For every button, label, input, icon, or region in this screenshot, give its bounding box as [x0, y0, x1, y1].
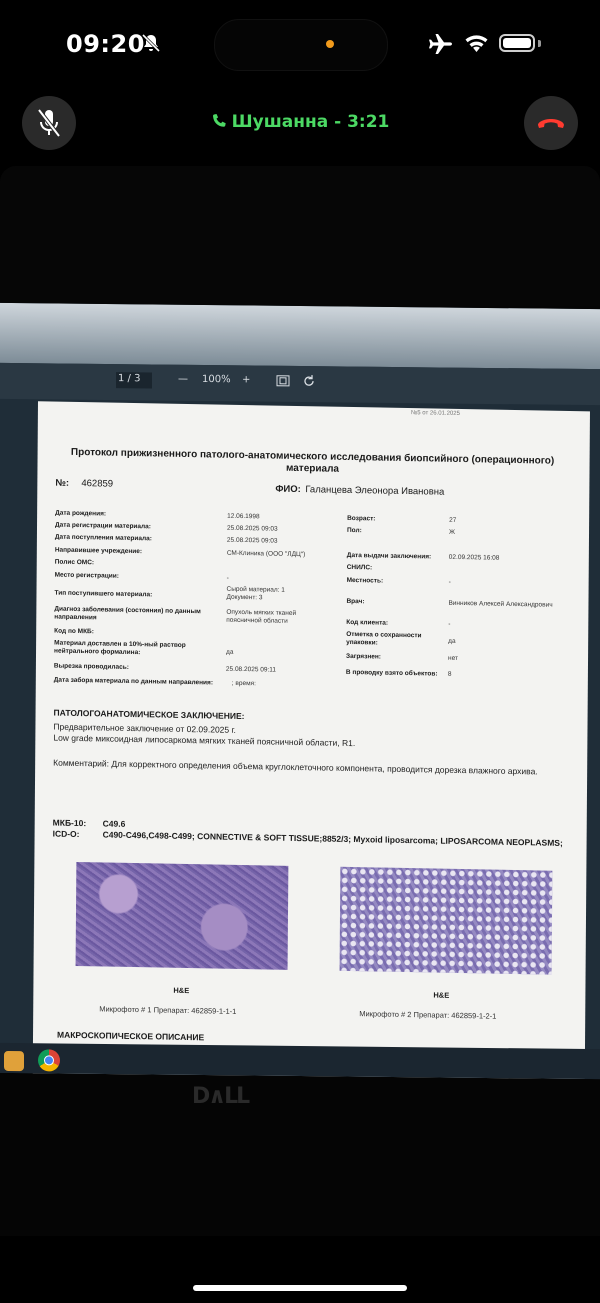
- end-call-button[interactable]: [524, 96, 578, 150]
- battery-icon: [499, 34, 535, 52]
- fio-label: ФИО:: [275, 483, 301, 496]
- video-feed: [0, 166, 600, 1236]
- field-label: СНИЛС:: [346, 563, 373, 572]
- field-value: 25.08.2025 09:03: [226, 536, 278, 545]
- field-label: Возраст:: [347, 514, 376, 523]
- field-label: Пол:: [346, 526, 362, 535]
- microphoto-caption-1: Микрофото # 1 Препарат: 462859-1-1-1: [99, 1004, 237, 1016]
- stain-label-1: H&E: [173, 985, 190, 996]
- field-value: Винников Алексей Александрович: [448, 599, 553, 609]
- bell-slash-icon: [140, 32, 162, 54]
- zoom-level[interactable]: 100%: [202, 373, 231, 386]
- field-label: Полис ОМС:: [54, 558, 95, 567]
- code-labels: [53, 818, 87, 841]
- document-title: Протокол прижизненного патолого-анатомического исследования биопсийного (операционного) материала: [70, 446, 555, 475]
- field-value: да: [448, 637, 456, 645]
- field-value: -: [448, 578, 451, 586]
- call-title-text: Шушанна - 3:21: [231, 112, 390, 132]
- field-label: Диагноз заболевания (состояния) по данным направления: [54, 605, 201, 622]
- field-value: нет: [448, 654, 459, 662]
- page-indicator[interactable]: 1 / 3: [118, 373, 141, 385]
- field-value: Опухоль мягких тканей поясничной области: [226, 608, 297, 625]
- airplane-mode-icon: [428, 33, 454, 55]
- rotate-icon[interactable]: [302, 374, 316, 388]
- field-label: Материал доставлен в 10%-ный раствор нейтрального формалина:: [54, 639, 186, 657]
- conclusion-diagnosis: Low grade миксоидная липосаркома мягких тканей поясничной области, R1.: [53, 732, 356, 749]
- field-value: Ж: [448, 528, 456, 536]
- comment: Комментарий: Для корректного определения объема круглоклеточного компонента, проводится дорезка влажного архива.: [53, 757, 538, 777]
- field-value: ; время:: [231, 679, 256, 688]
- field-value: 27: [449, 516, 457, 524]
- wifi-icon: [463, 33, 490, 53]
- taskbar: [0, 1043, 600, 1079]
- dynamic-island: [214, 19, 388, 71]
- field-label: Код по МКБ:: [54, 627, 94, 636]
- home-indicator[interactable]: [193, 1285, 407, 1291]
- mkb-label: МКБ-10:: [52, 817, 87, 829]
- field-label: Дата регистрации материала:: [55, 521, 152, 531]
- field-value: 02.09.2025 16:08: [448, 553, 500, 562]
- field-value: 25.08.2025 09:03: [226, 524, 278, 533]
- call-status[interactable]: [0, 112, 600, 132]
- zoom-in-button[interactable]: +: [242, 374, 251, 386]
- field-label: Место регистрации:: [54, 571, 119, 580]
- status-bar: [0, 0, 600, 90]
- field-label: Дата забора материала по данным направления:: [53, 676, 214, 687]
- chrome-icon[interactable]: [38, 1049, 60, 1071]
- field-label: Дата рождения:: [55, 509, 107, 518]
- dell-logo: D∧LL: [192, 1084, 249, 1109]
- clock: 09:20: [66, 30, 145, 58]
- mic-indicator-dot: [326, 40, 334, 48]
- laptop-screen: [0, 303, 600, 1079]
- microphoto-2: [340, 867, 553, 975]
- field-value: [226, 631, 336, 633]
- field-label: Местность:: [346, 576, 384, 585]
- macro-title: МАКРОСКОПИЧЕСКОЕ ОПИСАНИЕ: [56, 1029, 205, 1043]
- form-number: №5 от 26.01.2025: [410, 410, 460, 417]
- number-value: 462859: [81, 478, 114, 490]
- pdf-page: [33, 401, 590, 1079]
- field-value: -: [448, 620, 451, 628]
- app-icon[interactable]: [4, 1051, 24, 1071]
- field-label: Код клиента:: [346, 618, 389, 627]
- field-value: СМ-Клиника (ООО "ЛДЦ"): [226, 549, 306, 559]
- fit-page-icon[interactable]: [276, 375, 290, 387]
- field-value: [449, 566, 569, 568]
- field-label: Дата поступления материала:: [54, 533, 152, 543]
- field-value: -: [226, 574, 229, 582]
- conclusion-preliminary: Предварительное заключение от 02.09.2025 г.: [53, 721, 236, 735]
- field-value: Сырой материал: 1 Документ: 3: [226, 585, 285, 602]
- stain-label-2: H&E: [433, 990, 450, 1000]
- video-dark-area: [0, 166, 600, 306]
- microphoto-1: [76, 862, 289, 970]
- mkb-value: C49.6: [102, 818, 126, 829]
- field-label: Отметка о сохранности упаковки:: [346, 630, 422, 647]
- phone-icon: [211, 113, 227, 129]
- field-label: В проводку взято объектов:: [345, 668, 438, 678]
- code-values: [103, 818, 573, 849]
- field-label: Тип поступившего материала:: [54, 589, 153, 599]
- screen-glare: [0, 303, 600, 369]
- icdo-label: ICD-O:: [52, 828, 80, 840]
- icdo-value: C490-C496,C498-C499; CONNECTIVE & SOFT TISSUE;8852/3; Myxoid liposarcoma; LIPOSARCOMA NEOPLASMS;: [102, 829, 563, 848]
- field-value: 8: [447, 670, 452, 678]
- fio-value: Галанцева Элеонора Ивановна: [305, 484, 445, 498]
- field-label: Врач:: [346, 597, 365, 606]
- field-label: Вырезка проводилась:: [53, 662, 129, 671]
- conclusion-title: ПАТОЛОГОАНАТОМИЧЕСКОЕ ЗАКЛЮЧЕНИЕ:: [53, 707, 245, 722]
- field-value: 25.08.2025 09:11: [225, 665, 277, 674]
- field-value: да: [226, 648, 234, 656]
- microphoto-caption-2: Микрофото # 2 Препарат: 462859-1-2-1: [359, 1009, 497, 1021]
- field-value: [227, 562, 337, 564]
- number-label: №:: [55, 477, 70, 489]
- field-label: Направившее учреждение:: [54, 546, 143, 556]
- zoom-out-button[interactable]: —: [178, 373, 188, 385]
- field-label: Загрязнен:: [346, 652, 381, 661]
- battery-tip: [538, 40, 541, 47]
- field-value: 12.06.1998: [227, 512, 260, 521]
- hang-up-icon: [524, 96, 578, 150]
- pdf-toolbar: [0, 363, 600, 405]
- field-label: Дата выдачи заключения:: [346, 551, 432, 561]
